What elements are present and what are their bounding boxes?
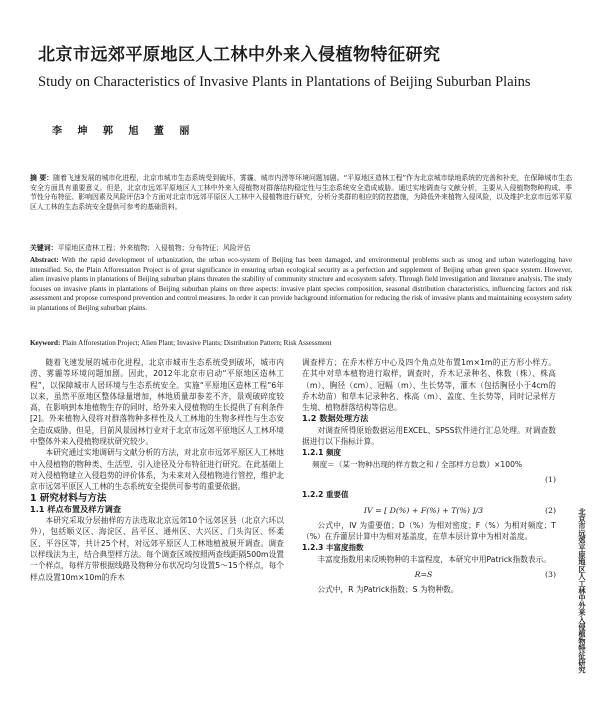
title-chinese: 北京市远郊平原地区人工林中外来入侵植物特征研究 (38, 45, 441, 65)
subsection-heading-1-2-1: 1.2.1 频度 (302, 448, 341, 458)
abstract-cn-label: 摘 要： (30, 174, 54, 182)
section-heading-1: 1 研究材料与方法 (30, 492, 107, 504)
keywords-en-text: Plain Afforestation Project; Alien Plant; Invasive Plants; Distribution Pattern; Risk Assessment (62, 339, 332, 347)
abstract-english (30, 256, 572, 313)
keywords-cn-text: 平原地区造林工程；外来植物；入侵植物；分布特征；风险评估 (57, 244, 251, 252)
formula-3-number: (3) (544, 570, 556, 580)
abstract-cn-text: 随着飞速发展的城市化进程，北京市城市生态系统受到破坏，雾霾、城市内涝等环境问题加剧。“平原地区造林工程”作为北京城市绿地系统的完善和补充，在保障城市生态安全方面具有重要意义。但是，北京市远郊平原地区人工林中外来入侵植物对群落结构稳定性与生态系统安全造成威胁。通过实地调查与文献分析，主要从入侵植物物种构成、季节性分布特征、影响因素及风险评估3个方面对北京市远郊平原区人工林中入侵植物进行研究，分析分类群的相应的防控措施，为降低外来植物入侵风险，以及维护北京市远郊平原区人工林的生态系统安全提供可参考的基础资料。 (30, 174, 572, 212)
formula-2-description: 公式中，IV 为重要值；D（%）为相对密度；F（%）为相对频度；T（%）在乔灌层计算中为相对基盖度，在草本层计算中为相对盖度。 (302, 520, 556, 542)
abstract-chinese (30, 174, 572, 213)
subsection-1-2-3-text: 丰富度指数用来反映物种的丰富程度，本研究中用Patrick指数表示。 (317, 554, 551, 564)
subsection-1-2-text: 对调查所得原始数据运用EXCEL、SPSS软件进行汇总处理。对调查数据进行以下指标计算。 (302, 425, 556, 447)
title-english: Study on Characteristics of Invasive Plants in Plantations of Beijing Suburban Plains (38, 74, 531, 90)
formula-importance-value: IV = [ D(%) + F(%) + T(%) ]/3 (363, 505, 484, 515)
abstract-en-label: Abstract: (30, 256, 59, 264)
formula-2-number: (2) (544, 505, 556, 515)
continued-text: 调查样方；在乔木样方中心及四个角点处布置1m×1m的正方形小样方。在其中对草本植物进行取样，调查时，乔木记录种名、株数（株）、株高（m）、胸径（cm）、冠幅（m）、生长势等，灌木（包括胸径小于4cm的乔木幼苗）和草本记录种名、株高（m）、盖度、生长势等，同时记录样方生境、植物群落结构等信息。 (302, 358, 556, 413)
formula-3-description: 公式中，R 为Patrick指数；S 为物种数。 (317, 585, 459, 595)
keywords-english (30, 339, 572, 347)
formula-1-row (302, 474, 556, 485)
authors: 李 坤 郭 旭 董 丽 (52, 126, 196, 137)
keywords-en-label: Keyword: (30, 339, 61, 347)
formula-2-row (302, 505, 556, 516)
intro-paragraph-1: 随着飞速发展的城市化进程，北京市城市生态系统受到破坏，城市内涝、雾霾等环境问题加剧。因此，2012年北京市启动“平原地区造林工程”，以保障城市人居环境与生态系统安全。实施“平原地区造林工程”6年以来，虽然平原地区整体绿量增加，林地质量却参差不齐，景观破碎度较高，在影响到本地植物生存的同时，给外来入侵植物的生长提供了有利条件[2]。外来植物入侵将对群落物种多样性及人工林地的生物多样性与生态安全造成威胁。但是，目前风景园林行业对于北京市远郊平原地区人工林环境中整体外来入侵植物现状研究较少。 (30, 358, 284, 447)
left-column (30, 357, 284, 583)
formula-1-number: (1) (544, 474, 556, 484)
right-column (302, 357, 556, 596)
formula-3-row (302, 569, 556, 580)
subsection-1-1-text: 本研究采取分层抽样的方法选取北京远郊10个远郊区县（北京六环以外），包括顺义区、海淀区、昌平区、通州区、大兴区、门头沟区、怀柔区、平谷区等，共计25个村，对远郊平原区人工林地植被展开调查。调查以样线法为主，结合典型样方法。每个调查区域按照两查线距隔500m设置一个样点，每样方带根据线路及物种分布状况均匀设置5～15个样点，每个样点设置10m×10m的乔木 (30, 516, 284, 582)
keywords-chinese (30, 242, 572, 252)
subsection-heading-1-2-2: 1.2.2 重要值 (302, 490, 349, 500)
subsection-heading-1-2-3: 1.2.3 丰富度指数 (302, 543, 364, 553)
abstract-en-text: With the rapid development of urbanization, the urban eco-system of Beijing has been damaged, and environmental problems such as smog and urban waterlogging have intensified. So, the Plain Afforestation Project is of great significance in ensuring urban ecological security as a perfection and supplement of Beijing urban green space system. However, alien invasive plants in plantations of Beijing suburban plains threaten the stability of community structure and ecosystem safety. Through field investigation and literature analysis, The study focuses on invasive plants in plantations of Beijing suburban plains on three aspects: invasive plant species composition, seasonal distribution characteristics, influencing factors and risk assessment and propose correspond prevention and control measures. In order it can provide background information for reducing the risk of invasive plants and maintaining ecosystem safety in plantations of Beijing suburban plains. (30, 256, 572, 312)
intro-paragraph-2: 本研究通过实地调研与文献分析的方法，对北京市远郊平原区人工林地中入侵植物的物种类、生活型、引入途径及分布特征进行研究。在此基础上对入侵植物建立入侵趋势的评价体系，为未来对入侵植物进行管控，维护北京市远郊平原区人工林的生态系统安全提供可参考的重要依据。 (30, 448, 284, 492)
subsection-heading-1-1: 1.1 样点布置及样方调查 (30, 503, 122, 514)
subsection-heading-1-2: 1.2 数据处理方法 (302, 413, 369, 424)
formula-frequency: 频度＝（某一物种出现的样方数之和 / 全部样方总数）×100% (312, 459, 523, 469)
keywords-cn-label: 关键词： (30, 244, 58, 252)
side-running-title: 北京市远郊平原地区人工林中外来入侵植物特征研究 (578, 508, 587, 674)
formula-richness: R=S (414, 570, 433, 580)
